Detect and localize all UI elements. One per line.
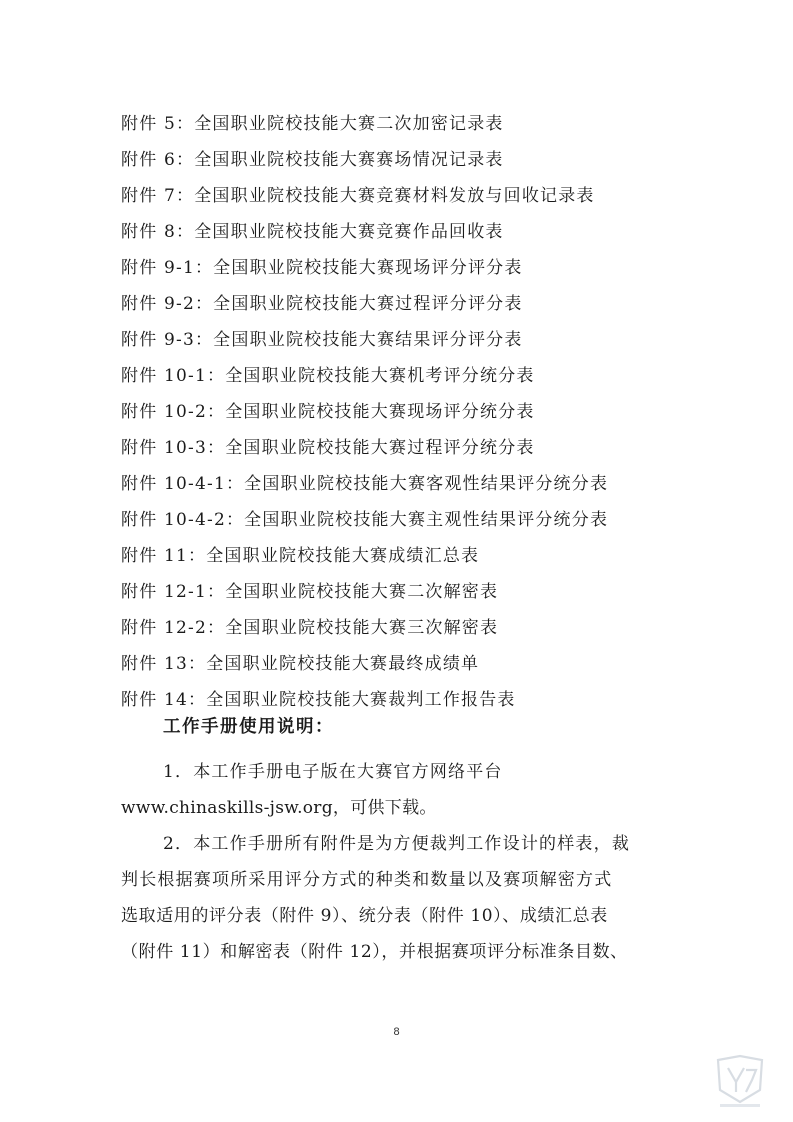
usage-item1-line2: www.chinaskills-jsw.org，可供下载。 (121, 798, 437, 818)
annex-item: 附件 10-4-2：全国职业院校技能大赛主观性结果评分统分表 (121, 510, 609, 530)
usage-item1-line1: 1．本工作手册电子版在大赛官方网络平台 (163, 762, 503, 782)
annex-item: 附件 10-2：全国职业院校技能大赛现场评分统分表 (121, 402, 535, 422)
usage-item2-line3: 选取适用的评分表（附件 9）、统分表（附件 10）、成绩汇总表 (121, 906, 608, 926)
annex-item: 附件 12-1：全国职业院校技能大赛二次解密表 (121, 582, 499, 602)
annex-item: 附件 10-4-1：全国职业院校技能大赛客观性结果评分统分表 (121, 474, 609, 494)
annex-item: 附件 14：全国职业院校技能大赛裁判工作报告表 (121, 690, 516, 710)
annex-item: 附件 11：全国职业院校技能大赛成绩汇总表 (121, 546, 480, 566)
usage-heading: 工作手册使用说明： (163, 717, 334, 737)
annex-item: 附件 7：全国职业院校技能大赛竞赛材料发放与回收记录表 (121, 186, 595, 206)
annex-item: 附件 6：全国职业院校技能大赛赛场情况记录表 (121, 150, 504, 170)
annex-item: 附件 5：全国职业院校技能大赛二次加密记录表 (121, 114, 504, 134)
usage-item2-line4: （附件 11）和解密表（附件 12），并根据赛项评分标准条目数、 (121, 942, 628, 962)
annex-item: 附件 9-2：全国职业院校技能大赛过程评分评分表 (121, 294, 523, 314)
annex-item: 附件 8：全国职业院校技能大赛竞赛作品回收表 (121, 222, 504, 242)
annex-item: 附件 12-2：全国职业院校技能大赛三次解密表 (121, 618, 499, 638)
chinaskills-logo-icon (712, 1052, 768, 1110)
annex-list (121, 106, 608, 718)
annex-item: 附件 10-1：全国职业院校技能大赛机考评分统分表 (121, 366, 535, 386)
usage-item2-line2: 判长根据赛项所采用评分方式的种类和数量以及赛项解密方式 (121, 870, 613, 890)
annex-item: 附件 9-1：全国职业院校技能大赛现场评分评分表 (121, 258, 523, 278)
page-number: 8 (393, 1026, 400, 1038)
annex-item: 附件 9-3：全国职业院校技能大赛结果评分评分表 (121, 330, 523, 350)
usage-item2-line1: 2．本工作手册所有附件是为方便裁判工作设计的样表，裁 (163, 834, 631, 854)
annex-item: 附件 13：全国职业院校技能大赛最终成绩单 (121, 654, 480, 674)
annex-item: 附件 10-3：全国职业院校技能大赛过程评分统分表 (121, 438, 535, 458)
